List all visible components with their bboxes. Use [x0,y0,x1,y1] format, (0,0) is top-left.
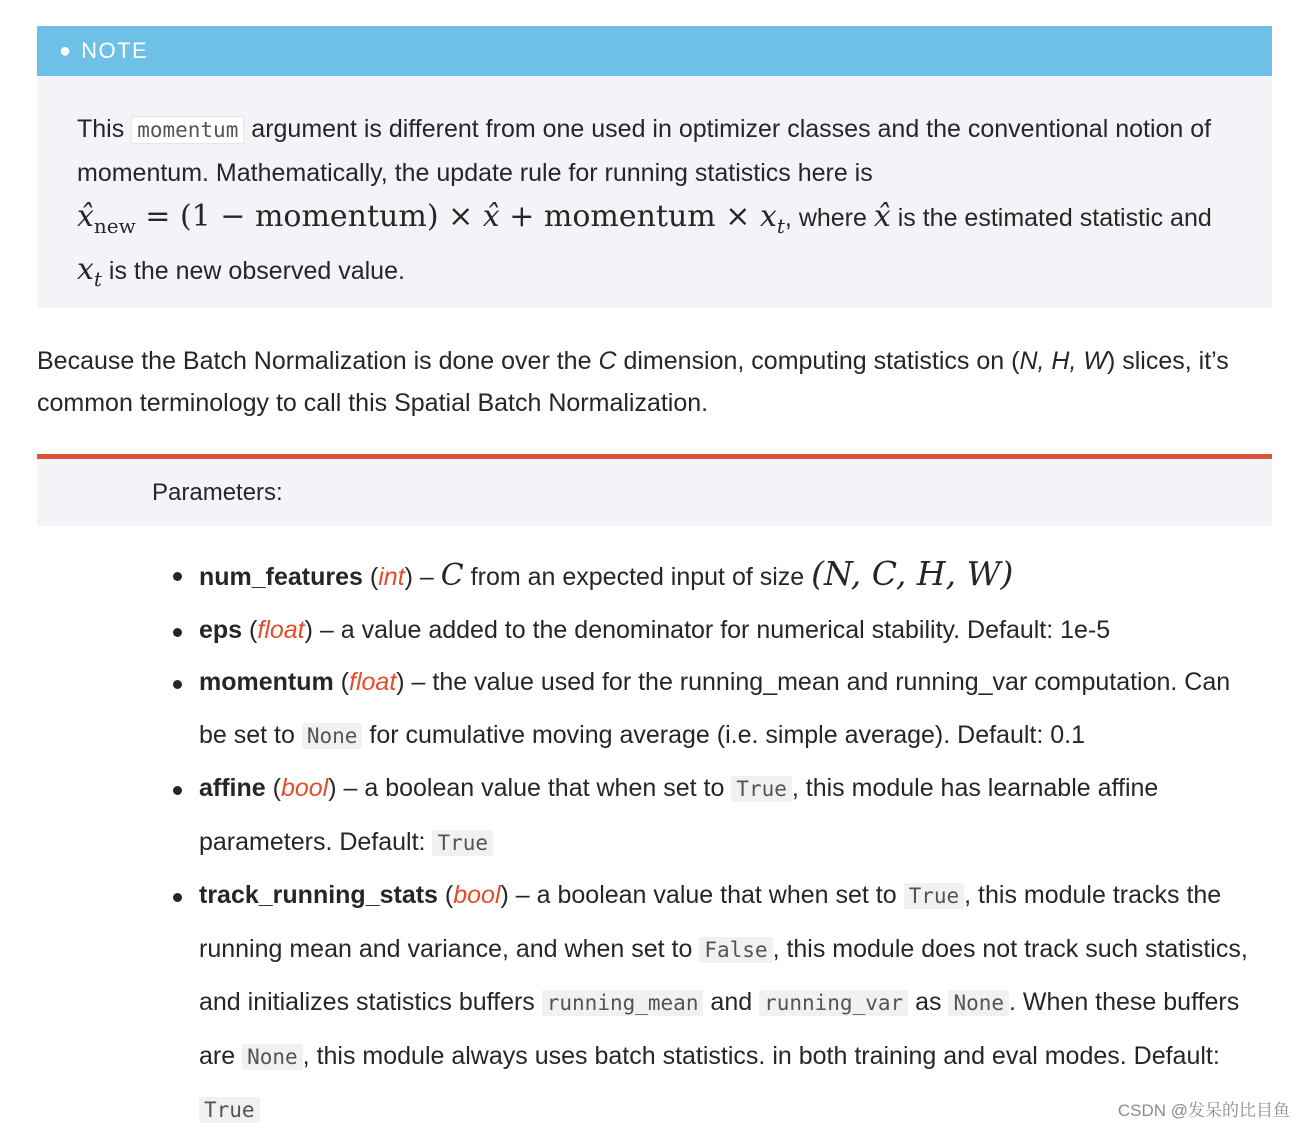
parameters-list [173,548,1263,1137]
param-item-num-features: num_features (int) – C from an expected input of size (N, C, H, W) [173,548,1263,604]
param-text: – a boolean value that when set to [508,881,904,909]
inline-code: True [199,1097,260,1123]
param-name: eps [199,615,243,644]
inline-code: momentum [131,116,244,144]
note-header [37,26,1272,76]
note-text-4: is the estimated statistic and [890,204,1212,232]
inline-code: True [731,776,792,802]
inline-code: None [948,990,1009,1016]
param-text: , this module has learnable affine parameters. Default: [199,774,1159,856]
param-type-link[interactable]: float [257,615,305,644]
param-type-link[interactable]: bool [453,881,501,909]
math-nchw: (N, C, H, W) [811,554,1014,593]
description-paragraph [37,340,1277,424]
inline-code: None [302,723,363,749]
param-text: , this module does not track such statistics, and initializes statistics buffers [199,934,1248,1016]
param-text: – a value added to the denominator for numerical stability. Default: 1e-5 [312,615,1111,644]
inline-code: None [242,1044,303,1070]
param-text: , this module always uses batch statistics. in both training and eval modes. Default: [302,1041,1220,1070]
param-text: – [412,563,441,591]
parameters-header [37,454,1272,526]
inline-code: running_var [759,990,908,1016]
param-text: – a boolean value that when set to [336,774,732,802]
math-xhat-2: x̂ [873,199,891,234]
math-xhat: x̂ [482,199,500,234]
param-name: momentum [199,668,334,696]
param-text: from an expected input of size [463,563,812,591]
math-xhat-lhs: x̂ [77,199,94,234]
note-text-3: , where [784,204,874,232]
para-text-2: dimension, computing statistics on ( [616,347,1020,375]
math-sub-new: new [93,214,136,238]
math-plus: + momentum × [499,199,760,234]
math-eq: = (1 − momentum) × [135,199,483,234]
param-name: track_running_stats [199,881,438,909]
param-name: affine [199,774,266,802]
para-c: C [598,347,617,375]
param-text: – the value used for the running_mean and running_var computation. Can be set to [199,668,1231,749]
param-name: num_features [199,563,363,591]
inline-code: True [432,830,493,856]
param-type-link[interactable]: int [378,563,405,591]
inline-code: True [904,883,965,909]
para-text-3: ) slices, it’s common terminology to call this Spatial Batch Normalization. [37,347,1229,417]
note-text-1: This [77,115,132,143]
param-type-link[interactable]: float [349,668,397,696]
note-body [37,76,1272,308]
watermark: CSDN @发呆的比目鱼 [1117,1101,1290,1120]
param-item-momentum: momentum (float) – the value used for the running_mean and running_var computation. Can be set to None for cumulative moving average (i.e. simple average). Default: 0.1 [173,656,1263,762]
math-x: x [759,199,777,234]
para-text-1: Because the Batch Normalization is done over the [37,347,599,375]
param-text: as [908,988,949,1016]
bullet-icon: ● [59,39,72,62]
inline-code: False [699,937,772,963]
para-nhw: N, H, W [1019,347,1107,375]
math-sub-t: t [776,214,785,238]
note-text [77,108,1232,301]
param-type-link[interactable]: bool [280,774,329,802]
param-item-eps: eps (float) – a value added to the denominator for numerical stability. Default: 1e-5 [173,604,1263,657]
param-text: . When these buffers are [199,988,1240,1070]
note-title: NOTE [81,38,149,63]
math-sub-t-2: t [93,267,102,291]
note-text-2: argument is different from one used in optimizer classes and the conventional notion of momentum. Mathematically, the update rule for running statistics here is [77,115,1212,187]
math-update-rule [77,199,785,238]
param-item-affine: affine (bool) – a boolean value that when set to True , this module has learnable affine parameters. Default: True [173,762,1263,869]
inline-code: running_mean [542,990,704,1016]
math-c: C [440,558,464,593]
parameters-title: Parameters: [152,478,283,506]
param-text: , this module tracks the running mean and variance, and when set to [199,881,1222,963]
note-text-5: is the new observed value. [101,257,405,285]
param-item-track-running-stats: track_running_stats (bool) – a boolean value that when set to True , this module tracks the running mean and variance, and when set to False , this module does not track such statistics, and initializes statistics buffers running_mean and running_var as None . When these buffers are None , this module always uses batch statistics. in both training and eval modes. Default: True [173,869,1263,1137]
param-text: and [703,988,760,1016]
param-text: for cumulative moving average (i.e. simple average). Default: 0.1 [362,720,1085,749]
math-x-2: x [77,252,94,287]
